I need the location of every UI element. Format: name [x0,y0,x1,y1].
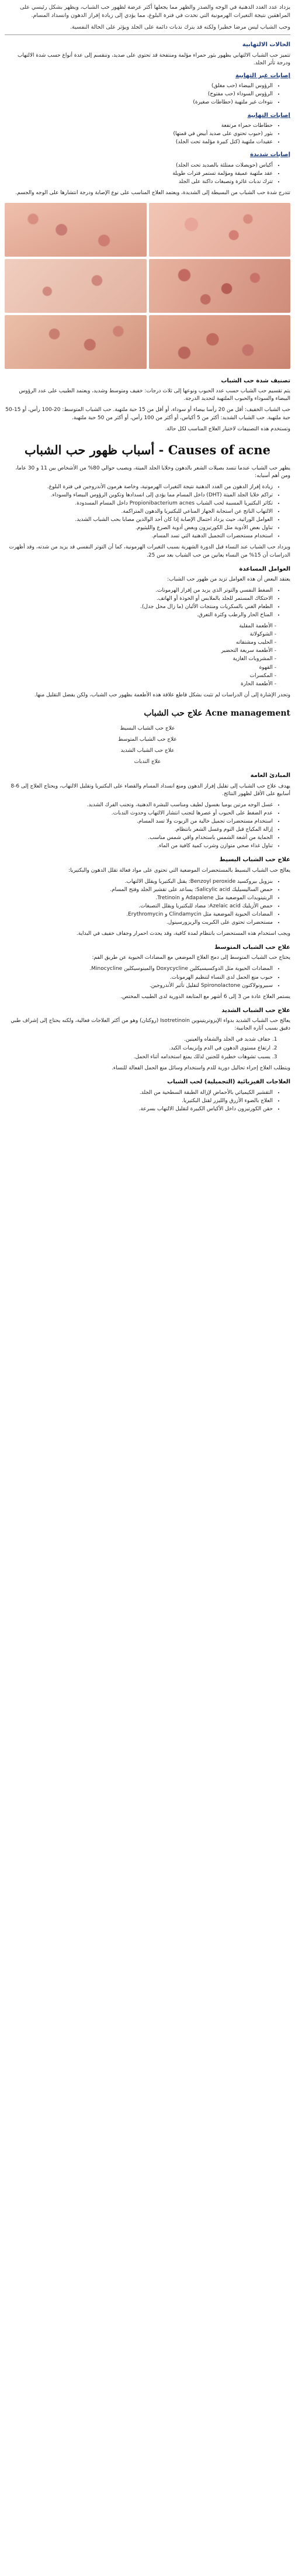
list-item: • تناول غذاء صحي متوازن وشرب كمية كافية من الماء. [5,842,273,850]
toc-item: علاج حب الشباب المتوسط [118,737,177,743]
principles-list [5,802,280,850]
list-item: • حطاطات حمراء مرتفعة [5,122,273,130]
list-item: - الأطعمة المقلية [5,623,276,630]
noninflammatory-list [5,82,280,106]
list-item: • تكاثر البكتيريا المسببة لحب الشباب Propionibacterium acnes داخل المسام المسدودة. [5,500,273,507]
list-item: • عقيدات ملتهبة (كتل كبيرة مؤلمة تحت الجلد) [5,139,273,146]
list-item: • حمض الساليسيليك Salicylic acid: يساعد على تقشير الجلد وفتح المسام. [5,886,273,894]
causes-intro: يظهر حب الشباب عندما تنسد بصيلات الشعر بالدهون وخلايا الجلد الميتة، ويصيب حوالي 80% من الأشخاص بين 11 و 30 عاما، ومن أهم أسبابه: [15,465,290,479]
list-item: • نتوءات غير ملتهبة (حطاطات صغيرة) [5,99,273,106]
subheading-severe-treatment: علاج حب الشباب الشديد [221,1007,290,1014]
list-item: • حمض الأزيليك Azelaic acid: مضاد للبكتيريا ويقلل التصبغات. [5,903,273,910]
list-item: - الأطعمة سريعة التحضير [5,647,276,655]
list-item: • الريتينويدات الموضعية مثل Adapalene و Tretinoin. [5,895,273,902]
list-item: - المكسرات [5,672,276,680]
list-item: • استخدام مستحضرات تجميل خالية من الزيوت ولا تسد المسام. [5,818,273,826]
causes-end-text: وتجدر الإشارة إلى أن الدراسات لم تثبت بشكل قاطع علاقة هذه الأطعمة بظهور حب الشباب، ولكن يفضل التقليل منها. [34,692,290,698]
toc-item: علاج حب الشباب الشديد [120,748,175,754]
list-item: • عدم الضغط على الحبوب أو عصرها لتجنب انتشار الالتهاب وحدوث الندبات. [5,810,273,817]
section-heading-classification: تصنيف شدة حب الشباب [221,377,290,384]
subheading-inflammatory: إصابات التهابية [247,112,290,119]
list-item: • حقن الكورتيزون داخل الأكياس الكبيرة لتقليل الالتهاب بسرعة. [5,1106,273,1113]
subheading-severe: إصابات شديدة [250,151,290,158]
list-item: • غسل الوجه مرتين يوميا بغسول لطيف ومناسب للبشرة الدهنية، وتجنب الفرك الشديد. [5,802,273,809]
list-item: • زيادة إفراز الدهون من الغدد الدهنية نتيجة التغيرات الهرمونية، وخاصة هرمون الأندروجين في فترة البلوغ. [5,484,273,491]
inflammatory-list [5,122,280,146]
moderate-text: يحتاج حب الشباب المتوسط إلى دمج العلاج الموضعي مع المضادات الحيوية عن طريق الفم: [92,955,290,961]
list-item: • أكياس (حويصلات ممتلئة بالصديد تحت الجلد) [5,162,273,170]
subheading-mild-treatment: علاج حب الشباب البسيط [219,857,290,864]
article-body [0,0,295,1113]
mild-note: ويجب استخدام هذه المستحضرات بانتظام لمدة كافية، وقد يحدث احمرار وجفاف خفيف في البداية. [76,930,290,937]
list-item: • عقد ملتهبة عميقة ومؤلمة تستمر فترات طويلة [5,170,273,178]
toc-item: علاج حب الشباب البسيط [120,726,175,731]
severe-note: ويتطلب العلاج إجراء تحاليل دورية للدم واستخدام وسائل منع الحمل الفعالة للنساء. [112,1065,290,1072]
subheading-general-principles: المبادئ العامة [250,772,290,779]
intro-paragraph-1: يزداد عدد الغدد الدهنية في الوجه والصدر والظهر مما يجعلها أكثر عرضة لظهور حب الشباب، ويظهر بشكل رئيسي على المراهقين نتيجة التغيرات الهرمونية التي تحدث في فترة البلوغ، مما يؤدي إلى زيادة إفراز الدهون وانسداد المسام. [20,4,290,19]
section-heading-types: الحالات الالتهابية [242,42,290,49]
list-item: • المناخ الحار والرطب وكثرة التعرق. [5,612,273,619]
list-item: • الالتهاب الناتج عن استجابة الجهاز المناعي للبكتيريا والدهون المتراكمة. [5,508,273,516]
intro-paragraph-2: وحب الشباب ليس مرضا خطيرا ولكنه قد يترك ندبات دائمة على الجلد ويؤثر على الحالة النفسية. [70,23,290,30]
list-item: • العوامل الوراثية، حيث يزداد احتمال الإصابة إذا كان أحد الوالدين مصابا بحب الشباب الشديد. [5,516,273,524]
moderate-list [5,965,280,989]
list-item: • الرؤوس البيضاء (حب مغلق) [5,82,273,90]
subheading-noninflammatory: إصابات غير التهابية [235,72,290,79]
types-text: تتميز حب الشباب الالتهابي بظهور بثور حمراء مؤلمة ومنتفخة قد تحتوي على صديد، وتنقسم إلى عدة أنواع حسب شدة الالتهاب ودرجة تأثر الجلد. [18,52,290,66]
foods-list [5,623,290,688]
list-item: • تناول بعض الأدوية مثل الكورتيزون وبعض أدوية الصرع والليثيوم. [5,524,273,532]
severe-list [5,162,280,186]
acne-photo-jaw [149,259,291,313]
classification-text-1: يتم تقسيم حب الشباب حسب عدد الحبوب ونوعها إلى ثلاث درجات: خفيف ومتوسط وشديد، ويعتمد الطبيب على عدد الرؤوس البيضاء والسوداء والحبوب الملتهبة لتحديد الدرجة. [19,388,290,402]
acne-photo-neck [5,259,147,313]
list-item: - الحليب ومشتقاته [5,639,276,647]
list-item: - الأطعمة الحارة [5,681,276,688]
list-item: • الضغط النفسي والتوتر الذي يزيد من إفراز الهرمونات. [5,587,273,595]
causes-extra-text: ويزداد حب الشباب عند النساء قبل الدورة الشهرية بسبب التغيرات الهرمونية، كما أن التوتر النفسي قد يزيد من شدته، وقد أظهرت الدراسات أن 15% من النساء يعانين من حب الشباب بعد سن 25. [9,544,290,558]
acne-photo-chin [149,315,291,369]
list-item: • إزالة المكياج قبل النوم وغسل الشعر بانتظام. [5,826,273,834]
title-management: Acne management علاج حب الشباب [144,708,290,718]
acne-photo-face [149,203,291,257]
list-item: • الاحتكاك المستمر للجلد بالملابس أو الخوذة أو الهاتف. [5,595,273,603]
subheading-moderate-treatment: علاج حب الشباب المتوسط [214,944,290,951]
list-item: • بثور (حبوب تحتوي على صديد أبيض في قمتها) [5,130,273,138]
moderate-note: يستمر العلاج عادة من 3 إلى 6 أشهر مع المتابعة الدورية لدى الطبيب المختص. [120,993,290,1000]
mild-list [5,878,280,927]
title-causes: Causes of acne - أسباب ظهور حب الشباب [25,442,270,457]
divider [5,34,290,35]
principles-text: يهدف علاج حب الشباب إلى تقليل إفراز الدهون ومنع انسداد المسام والقضاء على البكتيريا وتقليل الالتهاب، ويحتاج العلاج إلى 6-8 أسابيع على الأقل لظهور النتائج. [11,783,290,797]
subheading-physical-treatments: العلاجات الفيزيائية (التجميلية) لحب الشباب [167,1079,290,1086]
list-item: • تترك ندبات غائرة وتصبغات داكنة على الجلد [5,178,273,186]
list-item: 2. ارتفاع مستوى الدهون في الدم وإنزيمات الكبد. [5,1045,270,1052]
classification-text-2: حب الشباب الخفيف: أقل من 20 رأسا بيضاء أو سوداء، أو أقل من 15 حبة ملتهبة. حب الشباب المتوسط: 20-100 رأس، أو 15-50 حبة ملتهبة. حب الشباب الشديد: أكثر من 5 أكياس، أو أكثر من 100 رأس، أو أكثر من 50 حبة ملتهبة. [5,407,290,421]
acne-photo-grid [5,203,290,369]
list-item: • حبوب منع الحمل لدى النساء لتنظيم الهرمونات. [5,974,273,982]
list-item: • استخدام مستحضرات التجميل الدهنية التي تسد المسام. [5,533,273,540]
causes-list [5,484,280,540]
classification-text-3: وتستخدم هذه التصنيفات لاختيار العلاج المناسب لكل حالة. [165,426,290,432]
list-item: • الطعام الغني بالسكريات ومنتجات الألبان (ما زال محل جدل). [5,603,273,611]
factors-list [5,587,280,619]
list-item: • مستحضرات تحتوي على الكبريت والريزورسينول. [5,919,273,927]
management-toc [5,725,290,766]
list-item: • الحماية من أشعة الشمس باستخدام واقي شمس مناسب. [5,834,273,842]
list-item: • المضادات الحيوية مثل الدوكسيسيكلين Doxycycline والمينوسيكلين Minocycline. [5,965,273,973]
list-item: • العلاج بالضوء الأزرق والليزر لقتل البكتيريا. [5,1097,273,1105]
subheading-contributing-factors: العوامل المساعدة [239,565,290,572]
list-item: • بنزويل بيروكسيد Benzoyl peroxide: يقتل البكتيريا ويقلل الالتهاب. [5,878,273,886]
list-item: • التقشير الكيميائي بالأحماض لإزالة الطبقة السطحية من الجلد. [5,1089,273,1097]
types-text-2: تتدرج شدة حب الشباب من البسيطة إلى الشديدة، ويعتمد العلاج المناسب على نوع الإصابة ودرجة انتشارها على الوجه والجسم. [15,189,290,196]
list-item: 1. جفاف شديد في الجلد والشفاه والعينين. [5,1036,270,1044]
list-item: - المشروبات الغازية [5,655,276,663]
list-item: • المضادات الحيوية الموضعية مثل Clindamycin و Erythromycin. [5,911,273,918]
list-item: • الرؤوس السوداء (حب مفتوح) [5,91,273,98]
severe-text: يعالج حب الشباب الشديد بدواء الإيزوتريتينوين Isotretinoin (روكتان) وهو من أكثر العلاجات فعالية، ولكنه يحتاج إلى إشراف طبي دقيق بسبب آثاره الجانبية: [11,1018,290,1032]
factors-intro: يعتقد البعض أن هذه العوامل تزيد من ظهور حب الشباب: [167,576,290,583]
severe-side-effects-list [5,1036,280,1061]
mild-text: يعالج حب الشباب البسيط بالمستحضرات الموضعية التي تحتوي على مواد فعالة تقلل الدهون والبكتيريا: [68,867,290,873]
acne-photo-back [5,315,147,369]
list-item: - القهوة [5,664,276,672]
toc-item: علاج الندبات [134,759,161,765]
physical-treatments-list [5,1089,280,1113]
list-item: - الشوكولاتة [5,631,276,638]
list-item: • تراكم خلايا الجلد الميتة (DHT) داخل المسام مما يؤدي إلى انسدادها وتكوين الرؤوس البيضاء والسوداء. [5,492,273,499]
acne-photo-cheek [5,203,147,257]
list-item: 3. يسبب تشوهات خطيرة للجنين لذلك يمنع استخدامه أثناء الحمل. [5,1054,270,1061]
list-item: • سبيرونولاكتون Spironolactone لتقليل تأثير الأندروجين. [5,982,273,990]
